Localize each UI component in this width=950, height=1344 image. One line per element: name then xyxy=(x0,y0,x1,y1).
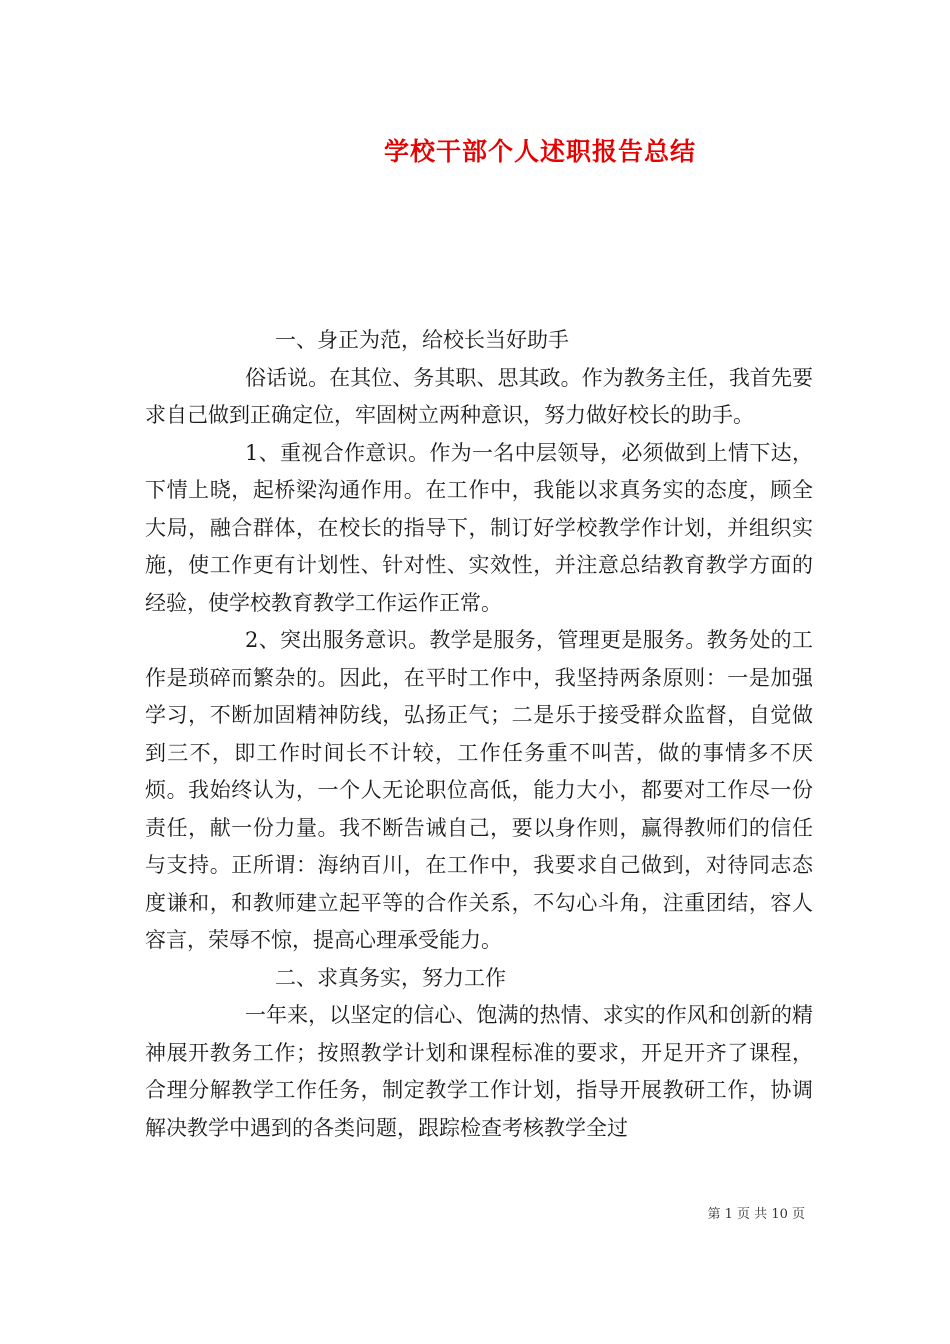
paragraph-work: 一年来，以坚定的信心、饱满的热情、求实的作风和创新的精神展开教务工作；按照教学计划和课程标准的要求，开足开齐了课程，合理分解教学工作任务，制定教学工作计划，指导开展教研工作，协调解决教学中遇到的各类问题，跟踪检查考核教学全过 xyxy=(145,1003,813,1140)
paragraph-cooperation: 1、重视合作意识。作为一名中层领导，必须做到上情下达，下情上晓，起桥梁沟通作用。在工作中，我能以求真务实的态度，顾全大局，融合群体，在校长的指导下，制订好学校教学作计划，并组织实施，使工作更有计划性、针对性、实效性，并注意总结教育教学方面的经验，使学校教育教学工作运作正常。 xyxy=(145,440,813,615)
document-body xyxy=(145,322,813,1147)
section-heading-1: 一、身正为范，给校长当好助手 xyxy=(275,328,569,352)
paragraph-intro: 俗话说。在其位、务其职、思其政。作为教务主任，我首先要求自己做到正确定位，牢固树立两种意识，努力做好校长的助手。 xyxy=(145,365,813,427)
document-title: 学校干部个人述职报告总结 xyxy=(383,137,696,166)
section-heading-2: 二、求真务实，努力工作 xyxy=(275,965,506,990)
paragraph-service: 2、突出服务意识。教学是服务，管理更是服务。教务处的工作是琐碎而繁杂的。因此，在平时工作中，我坚持两条原则：一是加强学习，不断加固精神防线，弘扬正气；二是乐于接受群众监督，自觉做到三不，即工作时间长不计较，工作任务重不叫苦，做的事情多不厌烦。我始终认为，一个人无论职位高低，能力大小，都要对工作尽一份责任，献一份力量。我不断告诫自己，要以身作则，赢得教师们的信任与支持。正所谓：海纳百川，在工作中，我要求自己做到，对待同志态度谦和，和教师建立起平等的合作关系，不勾心斗角，注重团结，容人容言，荣辱不惊，提高心理承受能力。 xyxy=(145,628,813,952)
page-footer: 第 1 页 共 10 页 xyxy=(707,1207,805,1222)
